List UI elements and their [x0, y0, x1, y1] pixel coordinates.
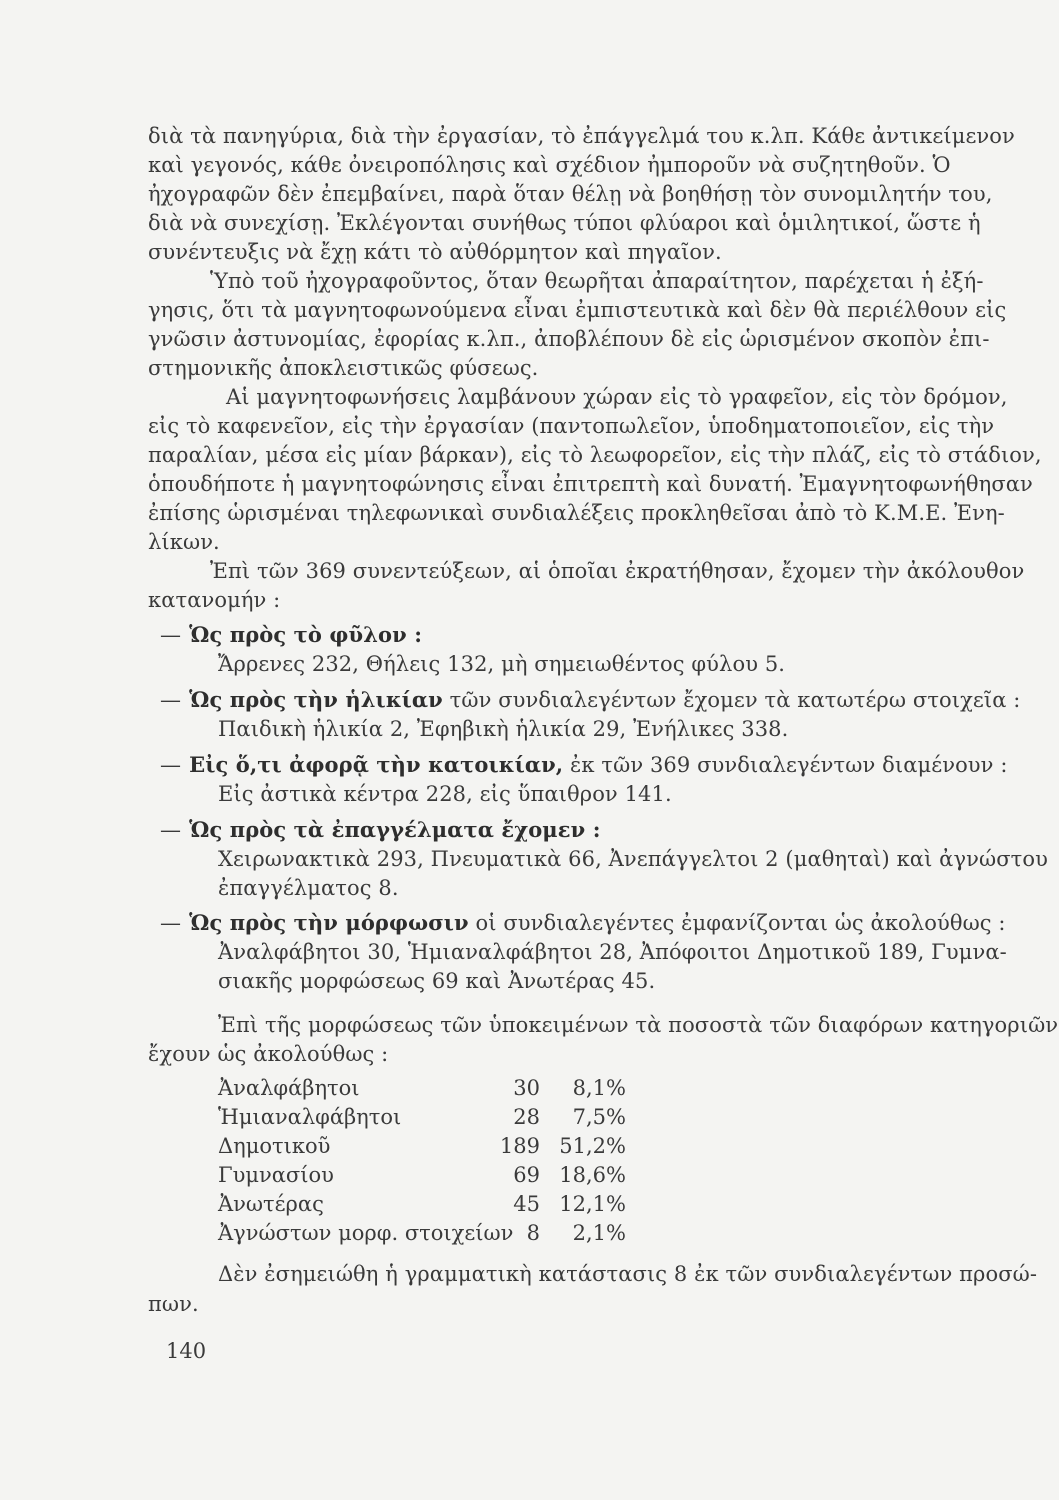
- table-percent: 51,2%: [559, 1134, 626, 1158]
- heading-bold: Ὡς πρὸς τὸ φῦλον :: [189, 622, 423, 647]
- section-heading-sex: [160, 622, 422, 648]
- text-line: γησις, ὅτι τὰ μαγνητοφωνούμενα εἶναι ἐμπιστευτικὰ καὶ δὲν θὰ περιέλθουν εἰς: [148, 298, 1007, 322]
- table-label: Δημοτικοῦ: [218, 1134, 331, 1158]
- table-count: 30: [513, 1076, 540, 1100]
- section-heading-residence: [160, 752, 1008, 778]
- table-label: Ἀναλφάβητοι: [218, 1076, 360, 1100]
- heading-bold: Ὡς πρὸς τὰ ἐπαγγέλματα ἔχομεν :: [189, 817, 601, 842]
- text-line: Ὑπὸ τοῦ ἠχογραφοῦντος, ὅταν θεωρῆται ἀπαραίτητον, παρέχεται ἡ ἐξή-: [210, 269, 984, 293]
- section-body: Παιδικὴ ἡλικία 2, Ἐφηβικὴ ἡλικία 29, Ἐνήλικες 338.: [218, 717, 789, 741]
- page-number: 140: [166, 1339, 207, 1363]
- heading-bold: Ὡς πρὸς τὴν μόρφωσιν: [189, 910, 469, 935]
- dash: —: [160, 688, 182, 712]
- section-body: Ἀναλφάβητοι 30, Ἡμιαναλφάβητοι 28, Ἀπόφοιτοι Δημοτικοῦ 189, Γυμνα-: [218, 940, 1007, 964]
- heading-rest: οἱ συνδιαλεγέντες ἐμφανίζονται ὡς ἀκολούθως :: [468, 911, 1006, 935]
- heading-rest: τῶν συνδιαλεγέντων ἔχομεν τὰ κατωτέρω στοιχεῖα :: [442, 688, 1021, 712]
- text-line: ἐπίσης ὡρισμέναι τηλεφωνικαὶ συνδιαλέξεις προκληθεῖσαι ἀπὸ τὸ Κ.Μ.Ε. Ἐνη-: [148, 501, 1005, 525]
- dash: —: [160, 911, 182, 935]
- table-count: 189: [499, 1134, 540, 1158]
- text-line: Ἐπὶ τῆς μορφώσεως τῶν ὑποκειμένων τὰ ποσοστὰ τῶν διαφόρων κατηγοριῶν: [218, 1013, 1059, 1037]
- text-line: κατανομήν :: [148, 588, 281, 612]
- heading-rest: ἐκ τῶν 369 συνδιαλεγέντων διαμένουν :: [563, 753, 1008, 777]
- section-body: Εἰς ἀστικὰ κέντρα 228, εἰς ὕπαιθρον 141.: [218, 782, 672, 806]
- table-label: Ἀγνώστων μορφ. στοιχείων: [218, 1221, 514, 1245]
- section-body: ἐπαγγέλματος 8.: [218, 876, 399, 900]
- table-percent: 8,1%: [572, 1076, 626, 1100]
- table-percent: 7,5%: [572, 1105, 626, 1129]
- dash: —: [160, 623, 182, 647]
- text-line: πων.: [148, 1292, 199, 1316]
- dash: —: [160, 753, 182, 777]
- dash: —: [160, 818, 182, 842]
- text-line: εἰς τὸ καφενεῖον, εἰς τὴν ἐργασίαν (παντοπωλεῖον, ὑποδηματοποιεῖον, εἰς τὴν: [148, 414, 995, 438]
- table-count: 8: [526, 1221, 540, 1245]
- text-line: Αἱ μαγνητοφωνήσεις λαμβάνουν χώραν εἰς τὸ γραφεῖον, εἰς τὸν δρόμον,: [226, 385, 1008, 409]
- section-body: σιακῆς μορφώσεως 69 καὶ Ἀνωτέρας 45.: [218, 969, 656, 993]
- text-line: λίκων.: [148, 530, 220, 554]
- text-line: ὁπουδήποτε ἡ μαγνητοφώνησις εἶναι ἐπιτρεπτὴ καὶ δυνατή. Ἐμαγνητοφωνήθησαν: [148, 472, 1033, 496]
- table-percent: 12,1%: [559, 1192, 626, 1216]
- section-heading-occupation: [160, 817, 601, 843]
- text-line: ἔχουν ὡς ἀκολούθως :: [148, 1042, 389, 1066]
- table-percent: 2,1%: [572, 1221, 626, 1245]
- section-body: Ἄρρενες 232, Θήλεις 132, μὴ σημειωθέντος φύλου 5.: [218, 652, 786, 676]
- text-line: διὰ νὰ συνεχίσῃ. Ἐκλέγονται συνήθως τύποι φλύαροι καὶ ὁμιλητικοί, ὥστε ἡ: [148, 211, 981, 235]
- table-label: Ἡμιαναλφάβητοι: [218, 1105, 402, 1129]
- section-body: Χειρωνακτικὰ 293, Πνευματικὰ 66, Ἀνεπάγγελτοι 2 (μαθηταὶ) καὶ ἀγνώστου: [218, 847, 1048, 871]
- table-percent: 18,6%: [559, 1163, 626, 1187]
- heading-bold: Εἰς ὅ,τι ἀφορᾷ τὴν κατοικίαν,: [189, 752, 564, 777]
- table-count: 28: [513, 1105, 540, 1129]
- table-count: 69: [513, 1163, 540, 1187]
- text-line: συνέντευξις νὰ ἔχῃ κάτι τὸ αὐθόρμητον καὶ πηγαῖον.: [148, 240, 722, 264]
- text-line: καὶ γεγονός, κάθε ὀνειροπόλησις καὶ σχέδιον ἠμποροῦν νὰ συζητηθοῦν. Ὁ: [148, 153, 951, 177]
- text-line: Δὲν ἐσημειώθη ἡ γραμματικὴ κατάστασις 8 ἐκ τῶν συνδιαλεγέντων προσώ-: [218, 1262, 1038, 1286]
- heading-bold: Ὡς πρὸς τὴν ἡλικίαν: [189, 687, 443, 712]
- table-count: 45: [513, 1192, 540, 1216]
- text-line: ἠχογραφῶν δὲν ἐπεμβαίνει, παρὰ ὅταν θέλῃ νὰ βοηθήσῃ τὸν συνομιλητήν του,: [148, 182, 993, 206]
- section-heading-education: [160, 910, 1006, 936]
- table-label: Γυμνασίου: [218, 1163, 334, 1187]
- table-label: Ἀνωτέρας: [218, 1192, 324, 1216]
- text-line: Ἐπὶ τῶν 369 συνεντεύξεων, αἱ ὁποῖαι ἐκρατήθησαν, ἔχομεν τὴν ἀκόλουθον: [210, 559, 1025, 583]
- text-line: στημονικῆς ἀποκλειστικῶς φύσεως.: [148, 356, 539, 380]
- text-line: γνῶσιν ἀστυνομίας, ἐφορίας κ.λπ., ἀποβλέπουν δὲ εἰς ὡρισμένον σκοπὸν ἐπι-: [148, 327, 990, 351]
- section-heading-age: [160, 687, 1020, 713]
- text-line: διὰ τὰ πανηγύρια, διὰ τὴν ἐργασίαν, τὸ ἐπάγγελμά του κ.λπ. Κάθε ἀντικείμενον: [148, 124, 1015, 148]
- text-line: παραλίαν, μέσα εἰς μίαν βάρκαν), εἰς τὸ λεωφορεῖον, εἰς τὴν πλάζ, εἰς τὸ στάδιον,: [148, 443, 1042, 467]
